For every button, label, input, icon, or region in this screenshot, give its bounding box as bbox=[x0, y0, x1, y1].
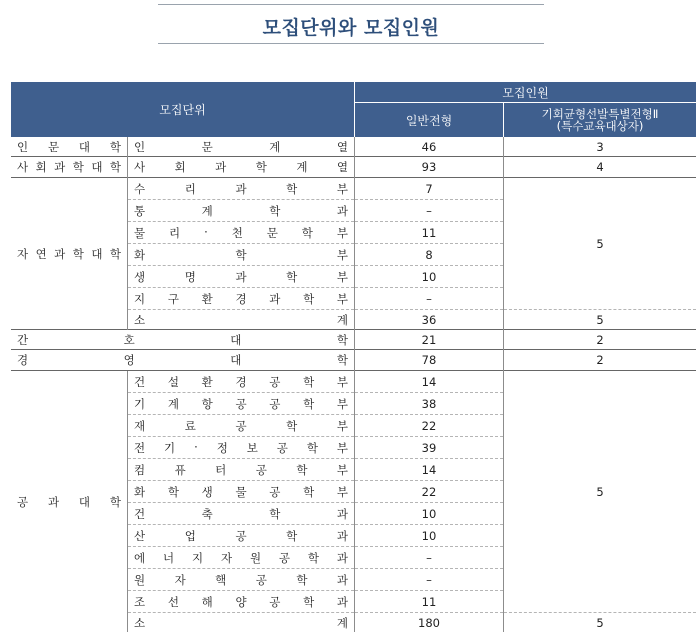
dept-cell bbox=[128, 459, 354, 481]
header-special-line1: 기회균형선발특별전형Ⅱ bbox=[541, 107, 659, 121]
subtotal-cell bbox=[128, 613, 354, 632]
subtotal-special: 5 bbox=[504, 310, 696, 330]
header-general: 일반전형 bbox=[355, 103, 503, 137]
dept-label: 건 설 환 경 공 학 부 bbox=[134, 374, 348, 389]
general-value: 78 bbox=[355, 350, 503, 371]
general-value: 8 bbox=[355, 244, 503, 266]
dept-label: 건 축 학 과 bbox=[134, 506, 348, 521]
dept-cell bbox=[128, 437, 354, 459]
dept-label: 지 구 환 경 과 학 부 bbox=[134, 291, 348, 306]
special-value: 2 bbox=[504, 330, 696, 350]
college-cell bbox=[11, 137, 127, 157]
college-cell bbox=[11, 157, 127, 178]
subtotal-cell bbox=[128, 310, 354, 330]
college-label: 자 연 과 학 대 학 bbox=[17, 246, 121, 261]
dept-label: 생 명 과 학 부 bbox=[134, 269, 348, 284]
dept-label: 산 업 공 학 과 bbox=[134, 528, 348, 543]
dept-cell bbox=[128, 200, 354, 222]
dept-cell bbox=[128, 415, 354, 437]
general-value: 46 bbox=[355, 137, 503, 157]
general-value: 21 bbox=[355, 330, 503, 350]
dept-label: 원 자 핵 공 학 과 bbox=[134, 572, 348, 587]
general-value: – bbox=[355, 200, 503, 222]
dept-label: 기 계 항 공 공 학 부 bbox=[134, 396, 348, 411]
college-cell bbox=[11, 178, 127, 330]
special-value: 5 bbox=[504, 178, 696, 310]
college-label: 사 회 과 학 대 학 bbox=[17, 160, 121, 174]
dept-cell bbox=[128, 222, 354, 244]
dept-cell bbox=[128, 503, 354, 525]
general-value: 10 bbox=[355, 266, 503, 288]
general-value: – bbox=[355, 569, 503, 591]
general-value: 11 bbox=[355, 591, 503, 613]
special-value: 3 bbox=[504, 137, 696, 157]
header-unit: 모집단위 bbox=[11, 82, 354, 137]
general-value: – bbox=[355, 288, 503, 310]
subtotal-general: 180 bbox=[355, 613, 503, 632]
special-value: 2 bbox=[504, 350, 696, 371]
dept-label: 전 기 · 정 보 공 학 부 bbox=[134, 439, 348, 455]
dept-cell bbox=[128, 569, 354, 591]
general-value: 10 bbox=[355, 525, 503, 547]
dept-cell bbox=[128, 481, 354, 503]
general-value: 22 bbox=[355, 415, 503, 437]
general-value: 10 bbox=[355, 503, 503, 525]
subtotal-label: 소 계 bbox=[134, 615, 348, 630]
general-value: 93 bbox=[355, 157, 503, 178]
college-cell bbox=[11, 330, 354, 350]
college-cell bbox=[11, 371, 127, 632]
quota-table bbox=[11, 82, 695, 636]
dept-cell bbox=[128, 266, 354, 288]
college-cell bbox=[11, 350, 354, 371]
header-special-line2: (특수교육대상자) bbox=[556, 119, 644, 133]
dept-label: 화 학 생 물 공 학 부 bbox=[134, 484, 348, 499]
dept-cell bbox=[128, 288, 354, 310]
general-value: 38 bbox=[355, 393, 503, 415]
college-label: 공 과 대 학 bbox=[17, 494, 121, 509]
dept-label: 인 문 계 열 bbox=[134, 139, 348, 154]
general-value: 14 bbox=[355, 371, 503, 393]
dept-cell bbox=[128, 591, 354, 613]
general-value: 22 bbox=[355, 481, 503, 503]
dept-cell bbox=[128, 547, 354, 569]
dept-cell bbox=[128, 157, 354, 178]
dept-label: 조 선 해 양 공 학 과 bbox=[134, 594, 348, 609]
subtotal-general: 36 bbox=[355, 310, 503, 330]
dept-cell bbox=[128, 244, 354, 266]
general-value: 39 bbox=[355, 437, 503, 459]
general-value: 11 bbox=[355, 222, 503, 244]
subtotal-special: 5 bbox=[504, 613, 696, 632]
dept-label: 사 회 과 학 계 열 bbox=[134, 160, 348, 174]
general-value: 7 bbox=[355, 178, 503, 200]
dept-cell bbox=[128, 137, 354, 157]
header-special bbox=[504, 103, 696, 137]
title-box bbox=[158, 4, 544, 44]
dept-label: 재 료 공 학 부 bbox=[134, 418, 348, 433]
college-label: 간 호 대 학 bbox=[17, 332, 348, 347]
dept-label: 컴 퓨 터 공 학 부 bbox=[134, 462, 348, 477]
special-value: 4 bbox=[504, 157, 696, 178]
dept-label: 물 리 · 천 문 학 부 bbox=[134, 224, 348, 240]
special-value: 5 bbox=[504, 371, 696, 613]
dept-label: 수 리 과 학 부 bbox=[134, 181, 348, 196]
general-value: 14 bbox=[355, 459, 503, 481]
dept-label: 에 너 지 자 원 공 학 과 bbox=[134, 550, 348, 565]
dept-cell bbox=[128, 525, 354, 547]
subtotal-label: 소 계 bbox=[134, 312, 348, 327]
dept-cell bbox=[128, 178, 354, 200]
college-label: 경 영 대 학 bbox=[17, 353, 348, 367]
dept-cell bbox=[128, 371, 354, 393]
dept-label: 통 계 학 과 bbox=[134, 203, 348, 218]
page-title: 모집단위와 모집인원 bbox=[262, 17, 440, 39]
dept-label: 화 학 부 bbox=[134, 247, 348, 262]
dept-cell bbox=[128, 393, 354, 415]
college-label: 인 문 대 학 bbox=[17, 139, 121, 154]
general-value: – bbox=[355, 547, 503, 569]
header-quota: 모집인원 bbox=[355, 82, 696, 103]
